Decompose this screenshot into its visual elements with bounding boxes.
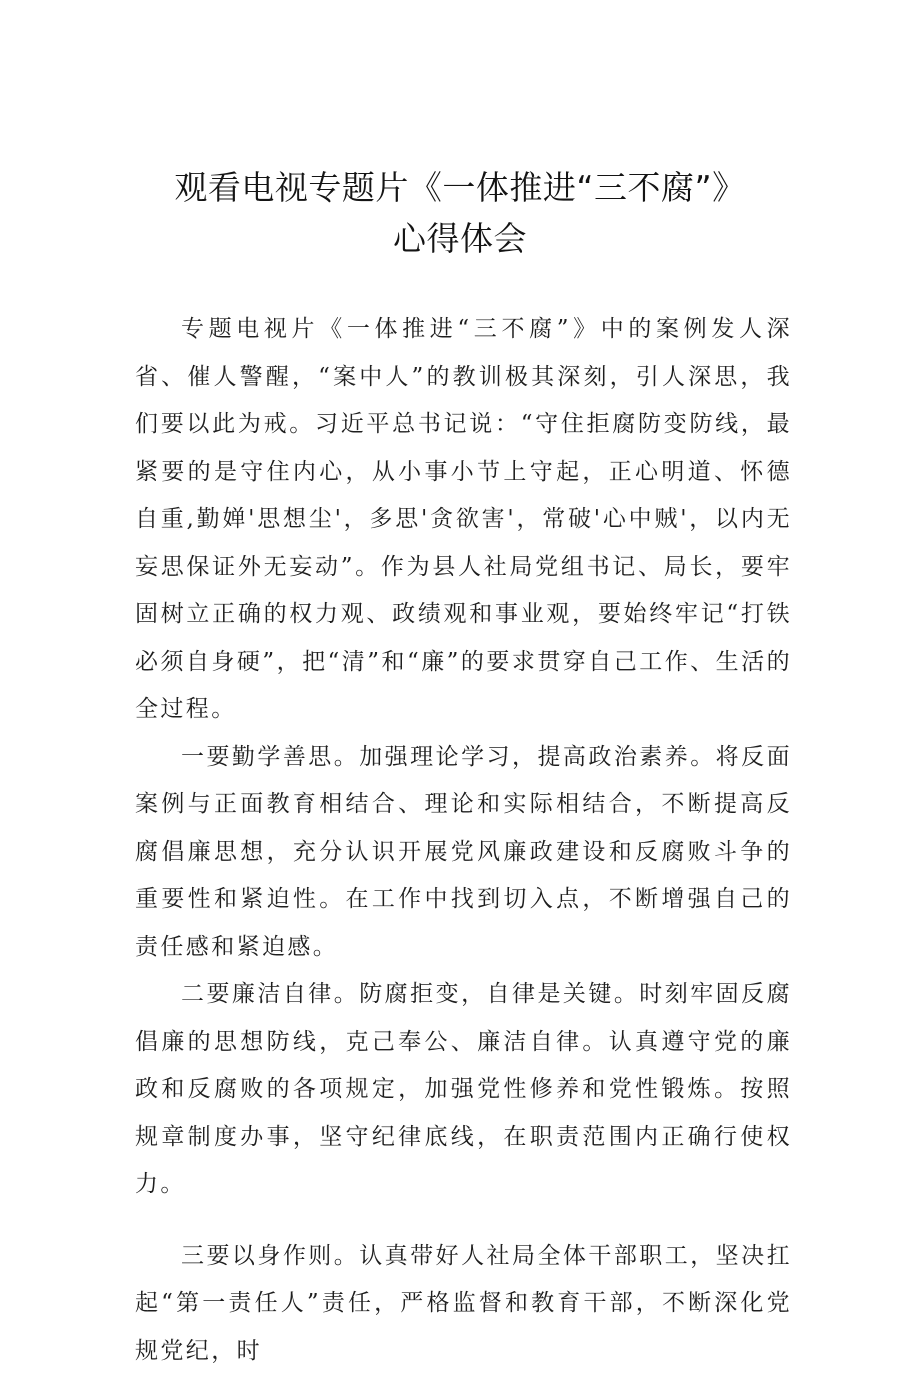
title-line-2: 心得体会 [0,213,920,264]
paragraph-point-1: 一要勤学善思。加强理论学习，提高政治素养。将反面案例与正面教育相结合、理论和实际相结合，不断提高反腐倡廉思想，充分认识开展党风廉政建设和反腐败斗争的重要性和紧迫性。在工作中找到切入点，不断增强自己的责任感和紧迫感。 [135,734,792,972]
paragraph-point-3: 三要以身作则。认真带好人社局全体干部职工，坚决扛起“第一责任人”责任，严格监督和教育干部，不断深化党规党纪，时 [135,1233,792,1375]
paragraph-point-2: 二要廉洁自律。防腐拒变，自律是关键。时刻牢固反腐倡廉的思想防线，克己奉公、廉洁自律。认真遵守党的廉政和反腐败的各项规定，加强党性修养和党性锻炼。按照规章制度办事，坚守纪律底线，在职责范围内正确行使权力。 [135,971,792,1209]
paragraph-intro: 专题电视片《一体推进“三不腐”》中的案例发人深省、催人警醒，“案中人”的教训极其深刻，引人深思，我们要以此为戒。习近平总书记说：“守住拒腐防变防线，最紧要的是守住内心，从小事小节上守起，正心明道、怀德自重,勤婵'思想尘'，多思'贪欲害'，常破'心中贼'，以内无妄思保证外无妄动”。作为县人社局党组书记、局长，要牢固树立正确的权力观、政绩观和事业观，要始终牢记“打铁必须自身硬”，把“清”和“廉”的要求贯穿自己工作、生活的全过程。 [135,306,792,734]
document-title [0,162,920,264]
title-line-1: 观看电视专题片《一体推进“三不腐”》 [0,162,920,213]
document-body [135,306,792,1375]
